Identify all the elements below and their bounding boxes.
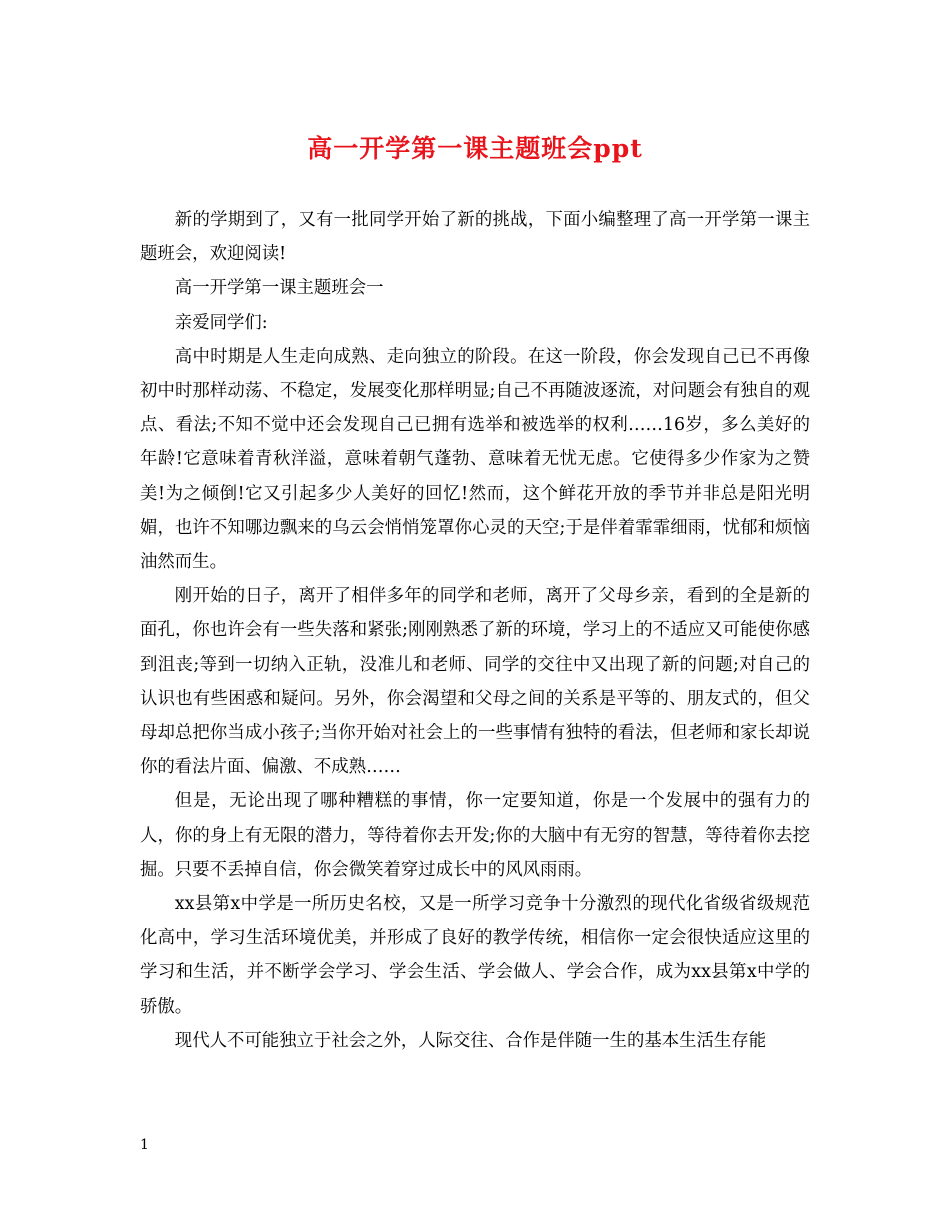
paragraph-body: 刚开始的日子，离开了相伴多年的同学和老师，离开了父母乡亲，看到的全是新的面孔，你也许会有一些失落和紧张;刚刚熟悉了新的环境，学习上的不适应又可能使你感到沮丧;等到一切纳入正轨，没准儿和老师、同学的交往中又出现了新的问题;对自己的认识也有些困惑和疑问。另外，你会渴望和父母之间的关系是平等的、朋友式的，但父母却总把你当成小孩子;当你开始对社会上的一些事情有独特的看法，但老师和家长却说你的看法片面、偏激、不成熟……: [140, 586, 810, 778]
paragraph-body: 但是，无论出现了哪种糟糕的事情，你一定要知道，你是一个发展中的强有力的人，你的身上有无限的潜力，等待着你去开发;你的大脑中有无穷的智慧，等待着你去挖掘。只要不丢掉自信，你会微笑着穿过成长中的风风雨雨。: [140, 791, 810, 880]
paragraph-body: xx县第x中学是一所历史名校，又是一所学习竞争十分激烈的现代化省级省级规范化高中，学习生活环境优美，并形成了良好的教学传统，相信你一定会很快适应这里的学习和生活，并不断学会学习、学会生活、学会做人、学会合作，成为xx县第x中学的骄傲。: [140, 894, 810, 1017]
page-number: 1: [140, 1137, 149, 1153]
document-title: 高一开学第一课主题班会ppt: [307, 134, 643, 163]
document-body: [140, 203, 810, 1058]
paragraph-body: 现代人不可能独立于社会之外，人际交往、合作是伴随一生的基本生活生存能: [174, 1030, 767, 1051]
paragraph-intro: 新的学期到了，又有一批同学开始了新的挑战，下面小编整理了高一开学第一课主题班会，欢迎阅读!: [140, 210, 810, 265]
paragraph-heading: 高一开学第一课主题班会一: [174, 278, 384, 299]
paragraph-body: 高中时期是人生走向成熟、走向独立的阶段。在这一阶段，你会发现自己已不再像初中时那样动荡、不稳定，发展变化那样明显;自己不再随波逐流，对问题会有独自的观点、看法;不知不觉中还会发现自己已拥有选举和被选举的权利……16岁，多么美好的年龄!它意味着青秋洋溢，意味着朝气蓬勃、意味着无忧无虑。它使得多少作家为之赞美!为之倾倒!它又引起多少人美好的回忆!然而，这个鲜花开放的季节并非总是阳光明媚，也许不知哪边飘来的乌云会悄悄笼罩你心灵的天空;于是伴着霏霏细雨，忧郁和烦恼油然而生。: [140, 346, 810, 573]
paragraph-greeting: 亲爱同学们:: [174, 312, 268, 333]
